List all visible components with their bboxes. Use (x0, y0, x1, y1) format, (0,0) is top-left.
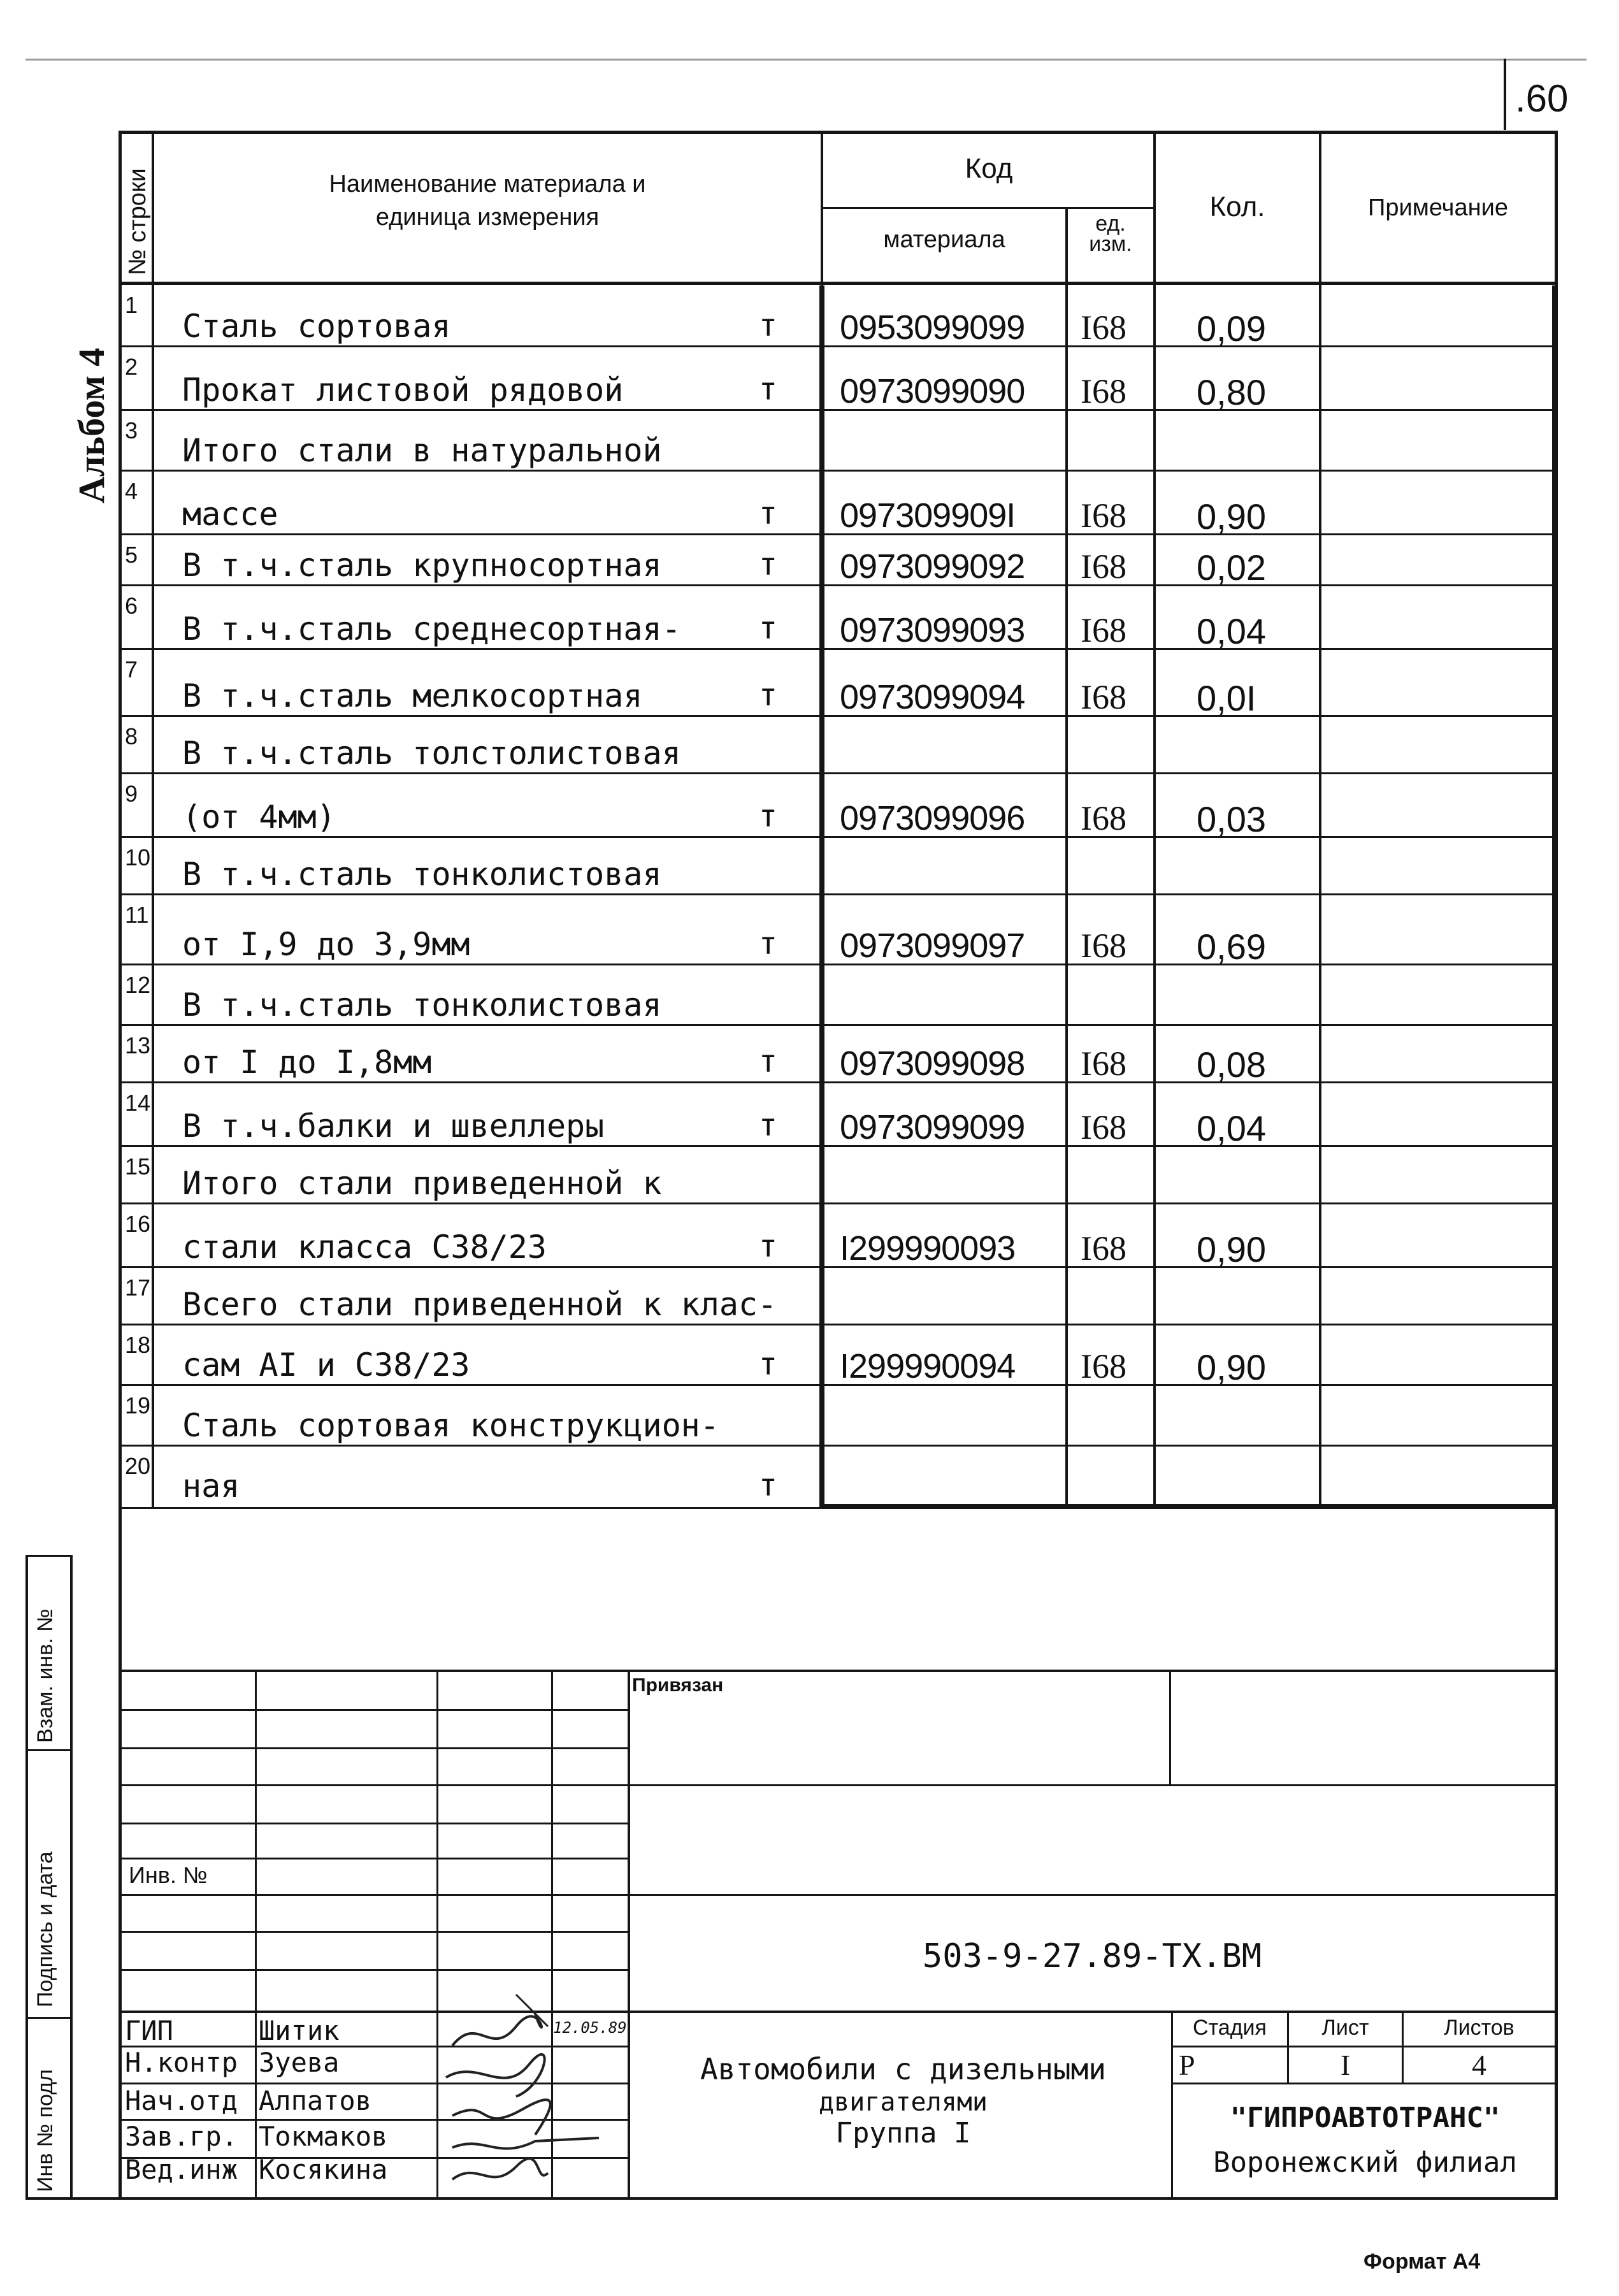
side-inv-podl: Инв № подл (33, 2069, 57, 2192)
row-unit: т (759, 926, 777, 962)
table-row (119, 472, 1558, 535)
row-unit: т (759, 372, 777, 407)
signer-role: Нач.отд (125, 2085, 238, 2116)
row-number: 3 (125, 417, 138, 444)
sheets-label: Листов (1444, 2016, 1515, 2040)
row-number: 12 (125, 972, 151, 998)
signatures-scribble (440, 1988, 631, 2199)
row-number: 11 (125, 902, 149, 928)
row-name: Итого стали приведенной к (182, 1165, 662, 1202)
signer-name: Шитик (259, 2015, 340, 2046)
kod-subheader-line (821, 207, 1155, 209)
table-row (119, 535, 1558, 586)
row-name: от I до I,8мм (182, 1044, 432, 1081)
table-row (119, 895, 1558, 965)
side-div2 (25, 2017, 73, 2019)
row-qty: 0,0I (1197, 678, 1256, 718)
header-kod: Код (965, 153, 1013, 184)
row-qty: 0,90 (1197, 1347, 1266, 1387)
row-name: В т.ч.сталь тонколистовая (182, 856, 662, 893)
row-number: 15 (125, 1153, 151, 1180)
row-name: Итого стали в натуральной (182, 432, 662, 469)
table-row (119, 1386, 1558, 1447)
row-number: 5 (125, 542, 138, 568)
org-line2: Воронежский филиал (1213, 2146, 1517, 2179)
row-number: 1 (125, 292, 138, 318)
row-code: 0973099099 (840, 1108, 1025, 1146)
side-col-inner (70, 1555, 73, 2199)
stamp-col2 (436, 1670, 438, 2199)
row-unit: т (759, 1044, 777, 1079)
row-ed-izm: I68 (1081, 1108, 1126, 1146)
row-name: В т.ч.сталь мелкосортная (182, 677, 643, 714)
row-number: 10 (125, 844, 151, 870)
stamp-row6 (119, 1894, 1558, 1896)
row-number: 13 (125, 1032, 151, 1058)
row-unit: т (759, 1108, 777, 1143)
signer-date: 12.05.89 (553, 2019, 627, 2037)
header-row-no: № строки (124, 168, 151, 275)
row-number: 17 (125, 1274, 151, 1301)
frame-top (119, 131, 1558, 134)
title-line2: двигателями (819, 2088, 988, 2117)
row-code: 0973099094 (840, 678, 1025, 716)
table-row (119, 1268, 1558, 1325)
row-ed-izm: I68 (1081, 799, 1126, 837)
table-row (119, 838, 1558, 895)
stamp-left (119, 1509, 122, 2199)
stage-value: Р (1179, 2049, 1195, 2081)
row-unit: т (759, 677, 777, 713)
row-name: стали класса С38/23 (182, 1229, 547, 1266)
row-code: I299990094 (840, 1347, 1016, 1385)
row-unit: т (759, 1229, 777, 1264)
signer-name: Косякина (259, 2154, 388, 2185)
row-number: 16 (125, 1211, 151, 1237)
header-name-line1: Наименование материала и (329, 171, 646, 198)
row-number: 4 (125, 478, 138, 504)
stamp-right (1555, 1509, 1558, 2199)
row-name: Всего стали приведенной к клас- (182, 1286, 777, 1323)
table-row (119, 1026, 1558, 1083)
row-code: 0953099099 (840, 308, 1025, 347)
stamp-row3 (119, 1784, 1558, 1786)
row-qty: 0,04 (1197, 1108, 1266, 1148)
row-qty: 0,04 (1197, 611, 1266, 651)
row-name: Сталь сортовая (182, 308, 451, 345)
row-ed-izm: I68 (1081, 547, 1126, 586)
signer-name: Зуева (259, 2047, 340, 2078)
row-unit: т (759, 308, 777, 343)
row-number: 19 (125, 1392, 151, 1419)
side-div1 (25, 1749, 73, 1751)
row-unit: т (759, 496, 777, 531)
table-row (119, 1325, 1558, 1386)
row-ed-izm: I68 (1081, 1347, 1126, 1385)
header-note: Примечание (1368, 194, 1508, 221)
table-row (119, 650, 1558, 717)
signer-role: Зав.гр. (125, 2121, 238, 2152)
row-unit: т (759, 610, 777, 646)
corner-box-left (1504, 59, 1506, 130)
row-unit: т (759, 1468, 777, 1503)
signer-role: Вед.инж (125, 2154, 238, 2185)
header-name-line2: единица измерения (375, 204, 600, 231)
stamp-privyazan-split (1169, 1670, 1171, 1786)
org-line1: "ГИПРОАВТОТРАНС" (1230, 2102, 1500, 2134)
row-code: I299990093 (840, 1229, 1016, 1267)
row-ed-izm: I68 (1081, 372, 1126, 410)
side-top (25, 1555, 73, 1557)
table-row (119, 1447, 1558, 1507)
table-row (119, 717, 1558, 774)
header-material: материала (883, 226, 1005, 253)
format-label: Формат А4 (1364, 2249, 1481, 2274)
row-name: В т.ч.сталь толстолистовая (182, 735, 681, 772)
row-qty: 0,69 (1197, 927, 1266, 967)
row-number: 18 (125, 1332, 151, 1358)
stamp-row9 (119, 2011, 1558, 2013)
table-row (119, 411, 1558, 472)
top-edge-line (25, 59, 1587, 61)
row-number: 14 (125, 1090, 151, 1116)
row-name: В т.ч.балки и швеллеры (182, 1108, 605, 1144)
header-bottom (119, 282, 1558, 285)
row-name: В т.ч.сталь среднесортная- (182, 610, 681, 647)
row-name: В т.ч.сталь тонколистовая (182, 986, 662, 1023)
table-row (119, 586, 1558, 650)
row-number: 2 (125, 354, 138, 380)
row-name: сам АI и С38/23 (182, 1347, 470, 1383)
side-podpis-data: Подпись и дата (33, 1851, 57, 2007)
row-name: массе (182, 496, 278, 533)
row-name: (от 4мм) (182, 798, 336, 835)
document-code: 503-9-27.89-ТХ.ВМ (922, 1937, 1262, 1975)
row-code: 0973099092 (840, 547, 1025, 586)
row-code: 0973099093 (840, 611, 1025, 649)
signer-name: Алпатов (259, 2085, 372, 2116)
stage-label: Стадия (1193, 2016, 1267, 2040)
row-number: 6 (125, 593, 138, 619)
row-ed-izm: I68 (1081, 308, 1126, 347)
row-code: 0973099096 (840, 799, 1025, 837)
table-row (119, 774, 1558, 838)
row-ed-izm: I68 (1081, 927, 1126, 965)
row-number: 7 (125, 656, 138, 682)
table-row (119, 1083, 1558, 1147)
sheet-label: Лист (1321, 2016, 1369, 2040)
row-qty: 0,09 (1197, 308, 1266, 349)
stamp-stage-row2 (1171, 2083, 1555, 2084)
row-code: 097309909I (840, 496, 1016, 535)
stamp-stage-row1 (1171, 2046, 1555, 2047)
header-ed-izm (1068, 213, 1153, 254)
stamp-top (119, 1670, 1558, 1672)
row-qty: 0,80 (1197, 372, 1266, 412)
signer-role: ГИП (125, 2015, 173, 2046)
row-qty: 0,03 (1197, 799, 1266, 839)
row-name: Прокат листовой рядовой (182, 372, 624, 408)
row-ed-izm: I68 (1081, 611, 1126, 649)
title-line3: Группа I (835, 2117, 971, 2149)
row-name: от I,9 до 3,9мм (182, 926, 470, 963)
header-qty: Кол. (1209, 191, 1265, 222)
table-row (119, 347, 1558, 411)
row-number: 8 (125, 723, 138, 749)
row-qty: 0,02 (1197, 547, 1266, 588)
table-bottom (119, 1507, 823, 1509)
row-ed-izm: I68 (1081, 1229, 1126, 1267)
row-qty: 0,90 (1197, 1229, 1266, 1269)
row-code: 0973099090 (840, 372, 1025, 410)
row-qty: 0,90 (1197, 496, 1266, 537)
side-col-left (25, 1555, 28, 2199)
row-unit: т (759, 798, 777, 834)
signer-role: Н.контр (125, 2047, 238, 2078)
sheets-value: 4 (1472, 2049, 1486, 2081)
signer-name: Токмаков (259, 2121, 388, 2152)
row-ed-izm: I68 (1081, 1044, 1126, 1083)
table-row (119, 965, 1558, 1026)
title-line1: Автомобили с дизельными (700, 2052, 1106, 2086)
header-ed-line1: ед. (1095, 212, 1126, 236)
table-row (119, 1204, 1558, 1268)
row-number: 20 (125, 1453, 151, 1479)
stamp-col1 (255, 1670, 257, 2199)
row-unit: т (759, 547, 777, 582)
album-label: Альбом 4 (71, 347, 112, 503)
table-row (119, 1147, 1558, 1204)
row-unit: т (759, 1347, 777, 1382)
row-qty: 0,08 (1197, 1044, 1266, 1085)
row-ed-izm: I68 (1081, 496, 1126, 535)
sheet-value: I (1340, 2049, 1351, 2081)
side-vzam-inv: Взам. инв. № (33, 1608, 57, 1743)
row-name: ная (182, 1468, 240, 1505)
row-code: 0973099097 (840, 927, 1025, 965)
row-name: В т.ч.сталь крупносортная (182, 547, 662, 584)
row-name: Сталь сортовая конструкцион- (182, 1407, 719, 1444)
inv-no-label: Инв. № (129, 1862, 208, 1888)
table-row (119, 285, 1558, 347)
privyazan-label: Привязан (632, 1675, 724, 1696)
row-code: 0973099098 (840, 1044, 1025, 1083)
page-corner-number: .60 (1515, 77, 1569, 120)
row-ed-izm: I68 (1081, 678, 1126, 716)
row-number: 9 (125, 781, 138, 807)
header-ed-line2: изм. (1089, 232, 1132, 256)
